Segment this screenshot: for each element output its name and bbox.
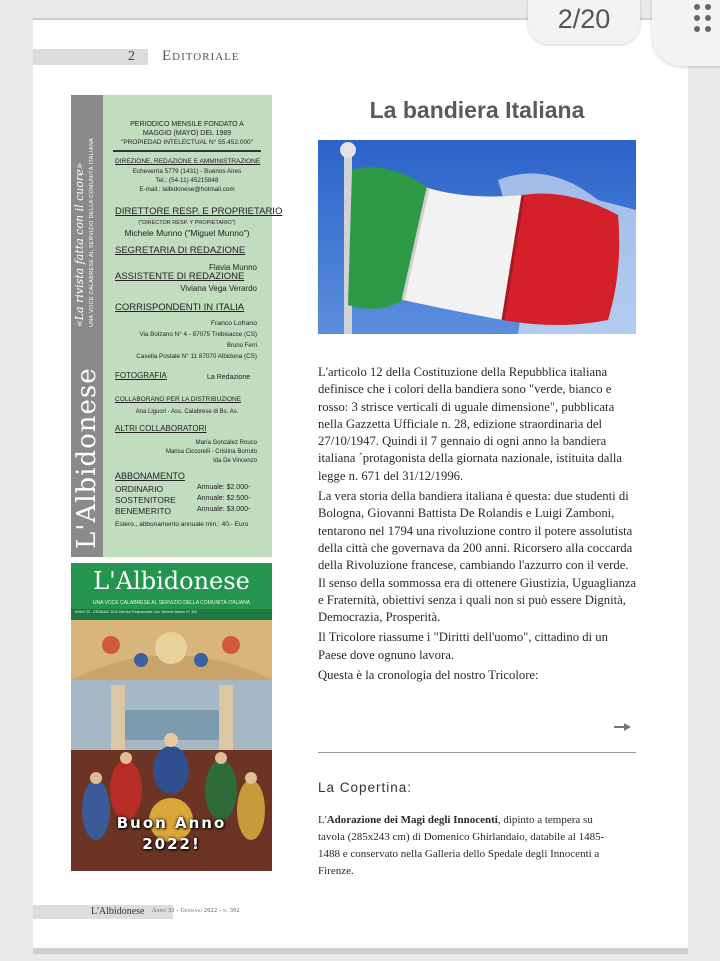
greeting-line: Buon Anno <box>116 814 227 832</box>
divider <box>318 752 636 753</box>
corrispondente-name: Bruno Ferri <box>226 343 257 349</box>
abbonamento-price: Annuale: $2.500- <box>197 495 251 502</box>
assistente-name: Viviana Vega Verardo <box>180 284 257 293</box>
page-number: 2 <box>128 49 135 64</box>
greeting-year: 2022! <box>142 835 201 853</box>
altri-line: María González Rouco <box>195 440 257 446</box>
intro-line: MAGGIO (MAYO) DEL 1989 <box>142 130 232 137</box>
menu-dot <box>694 4 700 10</box>
abbonamento-price: Annuale: $3.000- <box>197 506 251 513</box>
abbonamento-type: SOSTENITORE <box>115 495 176 505</box>
article-paragraph: La vera storia della bandiera italiana è questa: due studenti di Bologna, Giovanni Battista De Rolandis e Luigi Zamboni, tentarono nel 1794 una rivoluzione contro il potere assolutista della città che governava da 200 anni. Ricorsero alla coccarda della Rivoluzione francese, cambiando l'azzurro con il verde. Il senso della sommossa era di ottenere Giustizia, Uguaglianza e Fraternità, obiettivi senza i quali non si può essere Dignità, Democrazia, Prosperità. <box>318 489 637 625</box>
menu-dot <box>705 4 711 10</box>
altri-line: Ida De Vincenzo <box>213 458 257 464</box>
segretaria-name: Flavia Munno <box>208 263 257 272</box>
abbonamento-type: ORDINARIO <box>115 484 164 494</box>
direttore-heading: DIRETTORE RESP. E PROPRIETARIO <box>115 206 283 217</box>
collaborano-value: Ana Liguori - Ass. Calabrese di Bs. As. <box>135 409 239 415</box>
corrispondente-address: Via Bolzano N° 4 - 87075 Trebisacce (CS) <box>139 331 257 338</box>
copertina-prefix: L' <box>318 814 327 826</box>
fotografia-value: La Redazione <box>207 374 251 381</box>
direzione-email: E-mail.: lalbidonese@hotmail.com <box>139 186 235 193</box>
article-paragraph: Questa è la cronologia del nostro Tricolore: <box>318 668 539 683</box>
cover-title: L'Albidonese <box>93 567 250 595</box>
vertical-subtitle: UNA VOCE CALABRESE AL SERVIZIO DELLA COMUNITÀ ITALIANA <box>89 137 95 327</box>
article-paragraph: L'articolo 12 della Costituzione della Repubblica italiana definisce che i colori della bandiera sono "verde, bianco e rosso: 3 strisce verticali di uguale dimensione", pubblicata nella Gazzetta Ufficiale n. 28, edizione straordinaria del 27/10/1947. Quindi il 7 gennaio di ogni anno la bandiera italiana ´protagonista della giornata nazionale, istituita dalla legge n. 671 del 31/12/1996. <box>318 365 623 483</box>
collaborano-heading: COLLABORANO PER LA DISTRIBUZIONE <box>115 396 242 403</box>
vertical-tagline: «La rivista fatta con il cuore» <box>73 162 86 327</box>
fotografia-heading: FOTOGRAFIA <box>115 371 167 380</box>
menu-dot <box>705 26 711 32</box>
article-paragraph: Il Tricolore riassume i "Diritti dell'uomo", cittadino di un Paese dove ognuno lavora. <box>318 630 608 662</box>
footer-publication: L'Albidonese <box>91 906 145 917</box>
assistente-heading: ASSISTENTE DI REDAZIONE <box>115 271 245 282</box>
altri-heading: ALTRI COLLABORATORI <box>115 424 207 433</box>
corrispondente-name: Franco Lofrano <box>210 320 257 327</box>
menu-dot <box>705 15 711 21</box>
section-title: Editoriale <box>162 48 240 64</box>
direzione-line: Tel.: (54-11) 45215848 <box>155 177 219 184</box>
copertina-heading: La Copertina: <box>318 780 413 795</box>
cover-greeting <box>71 813 272 855</box>
masthead-vertical-band <box>71 95 103 557</box>
direttore-name: Michele Munno ("Miguel Munno") <box>124 228 250 238</box>
page-counter[interactable]: 2/20 <box>528 0 640 44</box>
cover-info: ANNO 33 - GENNAIO 2022 Director Responsable Cav. Michele Munno N° 392 <box>71 609 272 620</box>
intro-line: PERIODICO MENSILE FONDATO A <box>130 121 244 128</box>
intro-line: "PROPIEDAD INTELECTUAL N° 55.452.000" <box>121 139 253 146</box>
copertina-artwork-title: Adorazione dei Magi degli Innocenti <box>326 814 498 826</box>
arrow-right-icon[interactable] <box>614 722 632 732</box>
abbonamento-type: BENEMERITO <box>115 506 172 516</box>
cover-thumbnail[interactable] <box>71 563 272 871</box>
menu-dot <box>694 15 700 21</box>
divider <box>113 150 261 152</box>
direzione-line: Echeverria 5779 (1431) - Buenos Aires <box>132 168 242 175</box>
segretaria-heading: SEGRETARIA DI REDAZIONE <box>115 245 246 256</box>
direttore-sub: ("DIRECTOR RESP. Y PROPIETARIO") <box>138 220 236 226</box>
copertina-description: , dipinto a tempera su tavola (285x243 cm) di Domenico Ghirlandaio, databile al 1485-1488 e conservato nella Galleria dello Spedale degli Innocenti a Firenze. <box>318 814 605 877</box>
article-body <box>318 364 638 687</box>
copertina-caption <box>318 812 618 880</box>
footer-issue: Anno 33 - Gennaio 2022 - n. 392 <box>152 908 240 914</box>
estero-line: Estero., abbonamento annuale min.: 40.- Euro <box>115 521 249 528</box>
menu-dot <box>694 26 700 32</box>
cover-subtitle: UNA VOCE CALABRESE AL SERVIZIO DELLA COMUNITÀ ITALIANA <box>92 600 251 606</box>
abbonamento-price: Annuale: $2.000- <box>197 484 251 491</box>
abbonamento-heading: ABBONAMENTO <box>115 471 185 481</box>
altri-line: Marisa Ciccorelli - Cristina Borruto <box>165 449 257 455</box>
page-shadow <box>33 948 688 954</box>
corrispondenti-heading: CORRISPONDENTI IN ITALIA <box>115 302 245 313</box>
italian-flag-photo <box>318 140 636 334</box>
vertical-title: L'Albidonese <box>72 367 102 549</box>
corrispondente-address: Casella Postale N° 11 87070 Albidona (CS) <box>136 353 257 360</box>
direzione-heading: DIREZIONE, REDAZIONE E AMMINISTRAZIONE <box>115 158 261 165</box>
article-title: La bandiera Italiana <box>369 97 585 123</box>
dots-grid-icon[interactable] <box>652 0 720 66</box>
